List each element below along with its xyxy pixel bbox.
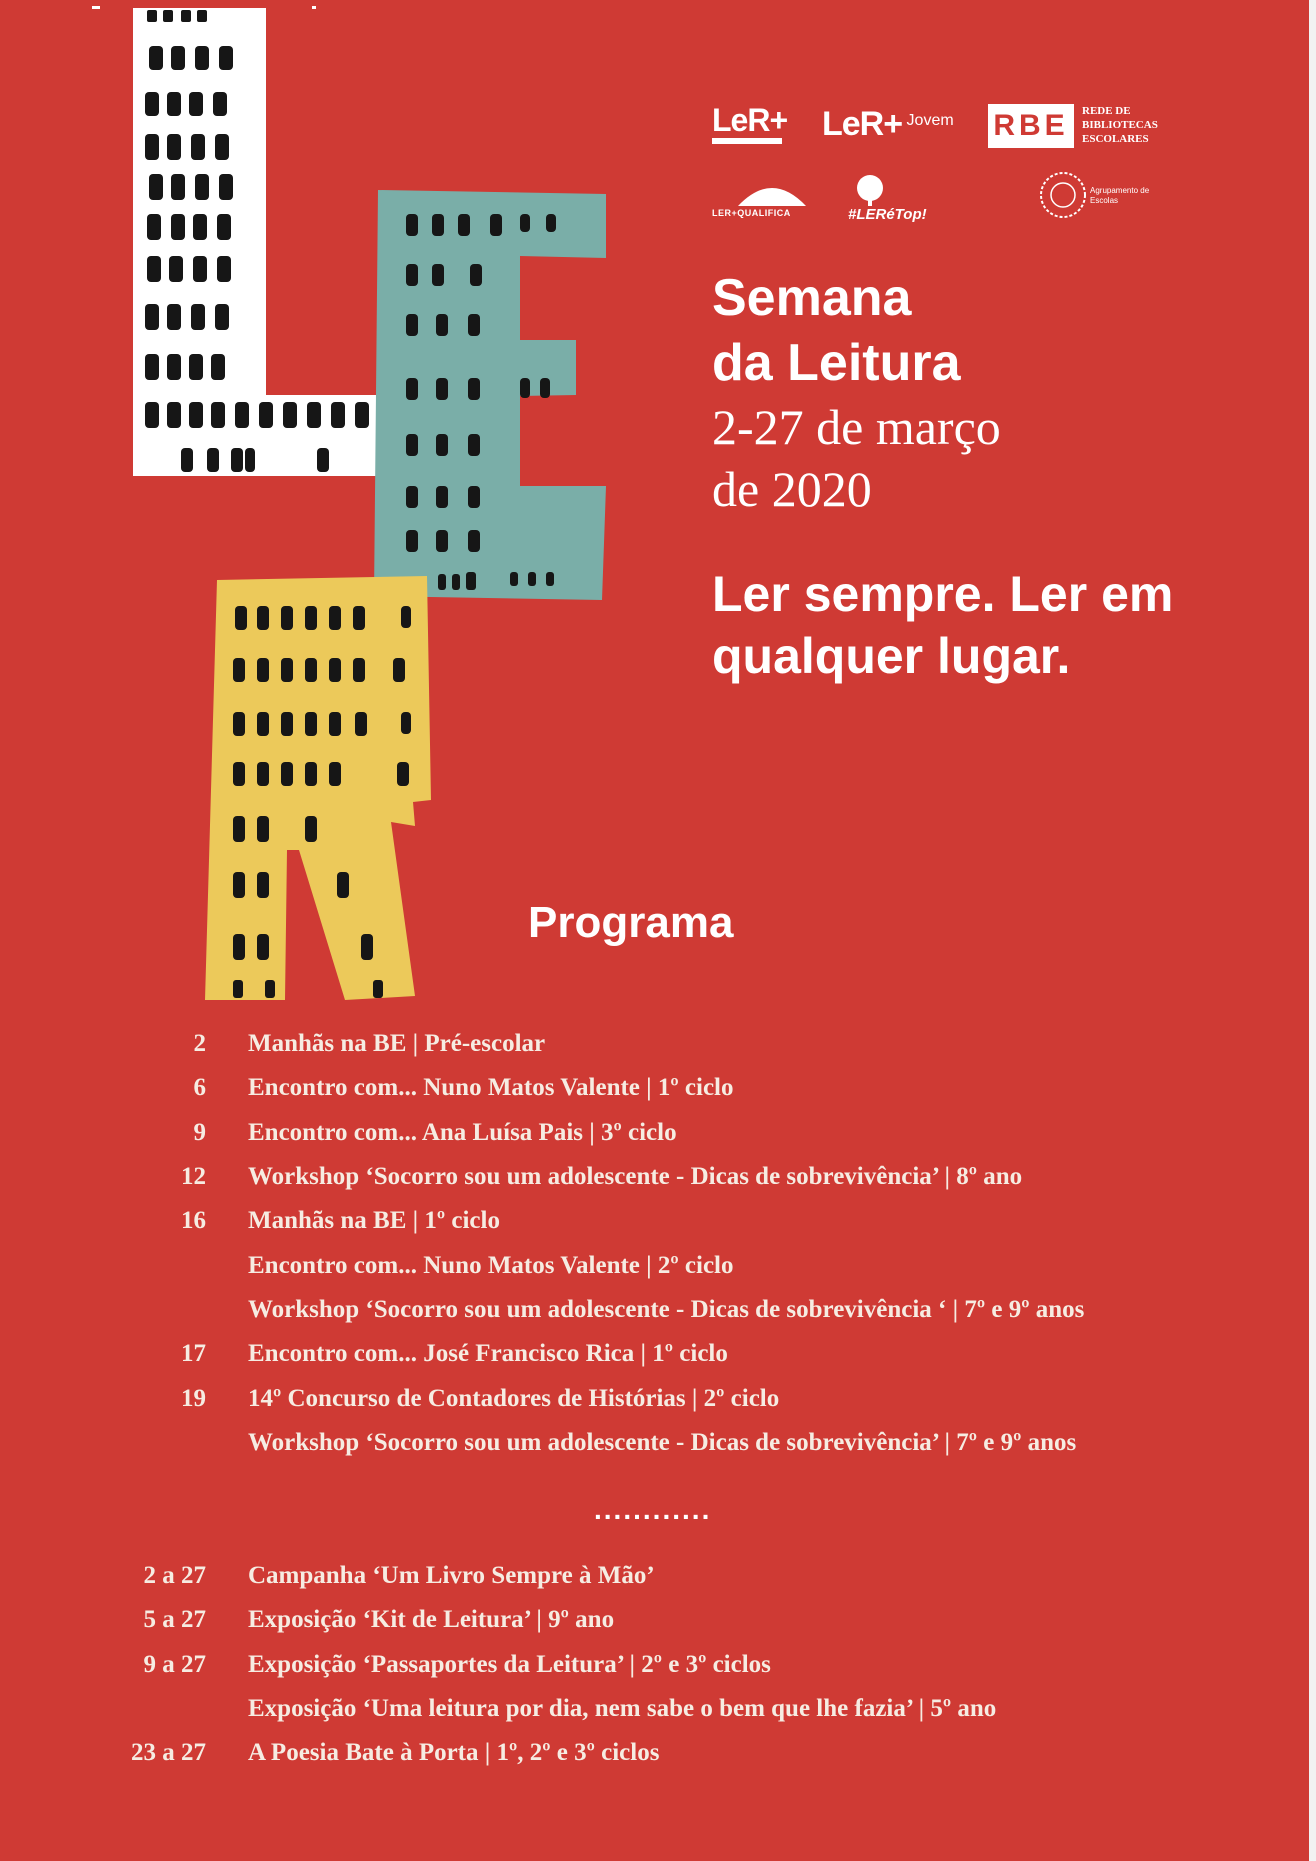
program-day: 17 <box>181 1340 206 1367</box>
ler-e-top-text: #LERéTop! <box>848 206 927 223</box>
period-text: Campanha ‘Um Livro Sempre à Mão’ <box>248 1562 655 1589</box>
corner-mark <box>92 6 100 9</box>
period-row <box>0 1739 1316 1779</box>
ler-qualifica-text: LER+QUALIFICA <box>712 208 791 218</box>
school-seal-icon <box>1038 170 1088 220</box>
program-text: Encontro com... Nuno Matos Valente | 2º ciclo <box>248 1252 734 1279</box>
program-text: Workshop ‘Socorro sou um adolescente - Dicas de sobrevivência’ | 8º ano <box>248 1163 1023 1190</box>
period-days: 2 a 27 <box>143 1562 206 1589</box>
slogan: Ler sempre. Ler em qualquer lugar. <box>712 566 1174 684</box>
program-row <box>0 1429 1316 1469</box>
program-row <box>0 1163 1316 1203</box>
program-day: 16 <box>181 1207 206 1234</box>
agrupamento-text: Agrupamento de Escolas <box>1090 186 1150 205</box>
letter-r-building <box>205 576 435 1002</box>
ler-mais-text: LeR+ <box>712 102 788 138</box>
program-row <box>0 1030 1316 1070</box>
program-row <box>0 1252 1316 1292</box>
rbe-line-2: BIBLIOTECAS <box>1082 119 1158 131</box>
ler-mais-jovem-text: LeR+ <box>822 105 903 143</box>
dates-line-2: de 2020 <box>712 461 872 517</box>
program-text: Manhãs na BE | 1º ciclo <box>248 1207 500 1234</box>
program-row <box>0 1119 1316 1159</box>
period-row <box>0 1606 1316 1646</box>
program-text: Workshop ‘Socorro sou um adolescente - Dicas de sobrevivência’ | 7º e 9º anos <box>248 1429 1077 1456</box>
tree-icon <box>848 174 892 206</box>
separator-dots: ............ <box>594 1494 712 1525</box>
rbe-mark: RBE <box>988 104 1074 148</box>
program-row <box>0 1074 1316 1114</box>
program-text: Encontro com... Nuno Matos Valente | 1º ciclo <box>248 1074 734 1101</box>
period-text: A Poesia Bate à Porta | 1º, 2º e 3º ciclos <box>248 1739 660 1766</box>
program-day: 19 <box>181 1385 206 1412</box>
dates-line-1: 2-27 de março <box>712 399 1001 455</box>
period-days: 9 a 27 <box>143 1651 206 1678</box>
ler-mais-logo <box>712 104 787 144</box>
rbe-line-1: REDE DE <box>1082 105 1131 117</box>
period-days: 23 a 27 <box>131 1739 206 1766</box>
program-text: Encontro com... Ana Luísa Pais | 3º ciclo <box>248 1119 677 1146</box>
program-day: 2 <box>193 1030 206 1057</box>
ler-mais-jovem-logo <box>822 104 954 144</box>
period-row <box>0 1695 1316 1735</box>
title-line-1: Semana <box>712 269 912 327</box>
program-row <box>0 1385 1316 1425</box>
logo-bar <box>712 138 782 144</box>
sunburst-icon <box>732 174 816 208</box>
program-text: Workshop ‘Socorro sou um adolescente - Dicas de sobrevivência ‘ | 7º e 9º anos <box>248 1296 1085 1323</box>
program-day: 12 <box>181 1163 206 1190</box>
letter-e-building <box>370 190 620 600</box>
programa-title: Programa <box>528 898 734 947</box>
title-line-2: da Leitura <box>712 334 961 392</box>
program-row <box>0 1340 1316 1380</box>
program-text: Manhãs na BE | Pré-escolar <box>248 1030 546 1057</box>
period-text: Exposição ‘Kit de Leitura’ | 9º ano <box>248 1606 615 1633</box>
program-text: Encontro com... José Francisco Rica | 1º ciclo <box>248 1340 728 1367</box>
period-row <box>0 1651 1316 1691</box>
letter-l-windows <box>133 8 383 478</box>
program-row <box>0 1207 1316 1247</box>
program-day: 6 <box>193 1074 206 1101</box>
period-days: 5 a 27 <box>143 1606 206 1633</box>
rbe-line-3: ESCOLARES <box>1082 133 1149 145</box>
program-text: 14º Concurso de Contadores de Histórias | 2º ciclo <box>248 1385 780 1412</box>
period-text: Exposição ‘Passaportes da Leitura’ | 2º e 3º ciclos <box>248 1651 771 1678</box>
program-row <box>0 1296 1316 1336</box>
program-day: 9 <box>193 1119 206 1146</box>
jovem-text: Jovem <box>906 112 954 129</box>
period-row <box>0 1562 1316 1602</box>
period-text: Exposição ‘Uma leitura por dia, nem sabe o bem que lhe fazia’ | 5º ano <box>248 1695 997 1722</box>
